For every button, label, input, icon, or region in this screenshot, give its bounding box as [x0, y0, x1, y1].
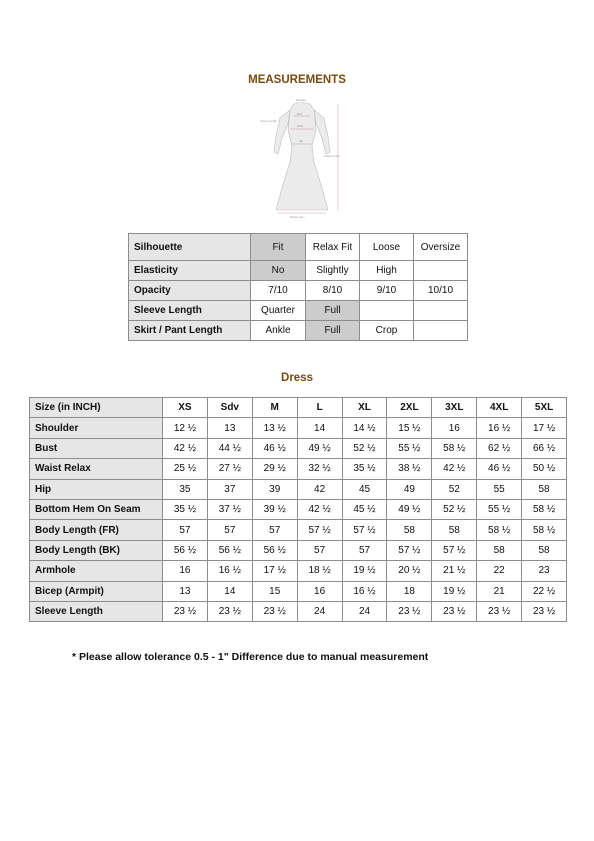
property-label: Elasticity [129, 261, 251, 281]
measurement-value: 16 ½ [342, 581, 387, 601]
measurement-value: 58 ½ [522, 499, 567, 519]
measurement-value: 58 [477, 540, 522, 560]
property-value: No [251, 261, 306, 281]
property-label: Sleeve Length [129, 301, 251, 321]
measurement-value: 46 ½ [477, 459, 522, 479]
property-value: Ankle [251, 321, 306, 341]
measurement-row [30, 438, 567, 458]
property-value: Crop [360, 321, 414, 341]
property-row [129, 321, 468, 341]
fabric-properties-table [128, 233, 468, 341]
measurement-value: 42 [297, 479, 342, 499]
measurement-value: 57 [207, 520, 252, 540]
measurement-label: Bicep (Armpit) [30, 581, 163, 601]
measurement-value: 55 ½ [387, 438, 432, 458]
measurement-row [30, 601, 567, 621]
measurement-value: 37 ½ [207, 499, 252, 519]
size-column-header: L [297, 398, 342, 418]
property-value: Slightly [306, 261, 360, 281]
size-column-header: XS [163, 398, 208, 418]
property-row [129, 234, 468, 261]
measurement-value: 21 ½ [432, 561, 477, 581]
property-value: Loose [360, 234, 414, 261]
dress-size-title: Dress [281, 372, 313, 384]
measurement-value: 18 [387, 581, 432, 601]
property-value: Full [306, 301, 360, 321]
measurement-value: 56 ½ [252, 540, 297, 560]
measurement-value: 66 ½ [522, 438, 567, 458]
measurement-value: 58 [522, 540, 567, 560]
measurement-value: 23 [522, 561, 567, 581]
svg-text:Waist: Waist [297, 125, 304, 128]
property-value: High [360, 261, 414, 281]
measurement-value: 56 ½ [163, 540, 208, 560]
measurement-value: 22 ½ [522, 581, 567, 601]
measurement-label: Body Length (BK) [30, 540, 163, 560]
measurement-value: 58 ½ [477, 520, 522, 540]
svg-text:Bust: Bust [297, 113, 303, 116]
measurement-value: 35 ½ [163, 499, 208, 519]
measurement-value: 57 ½ [297, 520, 342, 540]
property-value: Quarter [251, 301, 306, 321]
measurement-value: 21 [477, 581, 522, 601]
measurement-value: 23 ½ [163, 601, 208, 621]
property-value [414, 261, 468, 281]
measurement-value: 16 [432, 418, 477, 438]
size-column-header: M [252, 398, 297, 418]
svg-text:Hip: Hip [299, 140, 303, 143]
property-value: Full [306, 321, 360, 341]
measurement-value: 57 [163, 520, 208, 540]
measurement-label: Sleeve Length [30, 601, 163, 621]
size-column-header: 4XL [477, 398, 522, 418]
size-column-header: 5XL [522, 398, 567, 418]
measurement-value: 42 ½ [163, 438, 208, 458]
measurement-value: 23 ½ [522, 601, 567, 621]
property-value: 8/10 [306, 281, 360, 301]
measurement-label: Hip [30, 479, 163, 499]
measurement-value: 58 [387, 520, 432, 540]
measurement-value: 58 [432, 520, 477, 540]
svg-text:Shoulder: Shoulder [296, 99, 307, 102]
measurement-label: Armhole [30, 561, 163, 581]
measurement-value: 52 ½ [432, 499, 477, 519]
measurement-value: 19 ½ [432, 581, 477, 601]
property-row [129, 301, 468, 321]
measurement-value: 45 [342, 479, 387, 499]
measurement-value: 58 ½ [432, 438, 477, 458]
measurement-value: 50 ½ [522, 459, 567, 479]
measurement-label: Bottom Hem On Seam [30, 499, 163, 519]
measurement-value: 49 ½ [297, 438, 342, 458]
svg-text:Dress Length: Dress Length [324, 155, 340, 158]
measurement-row [30, 520, 567, 540]
property-row [129, 281, 468, 301]
measurement-value: 42 ½ [297, 499, 342, 519]
property-value [414, 301, 468, 321]
measurement-value: 29 ½ [252, 459, 297, 479]
property-value: Oversize [414, 234, 468, 261]
measurement-value: 57 ½ [342, 520, 387, 540]
measurement-value: 57 ½ [387, 540, 432, 560]
measurement-label: Waist Relax [30, 459, 163, 479]
measurement-value: 16 ½ [477, 418, 522, 438]
measurement-label: Bust [30, 438, 163, 458]
property-value: 10/10 [414, 281, 468, 301]
measurement-value: 42 ½ [432, 459, 477, 479]
measurement-label: Shoulder [30, 418, 163, 438]
measurement-value: 39 ½ [252, 499, 297, 519]
measurement-value: 46 ½ [252, 438, 297, 458]
size-column-header: 3XL [432, 398, 477, 418]
measurement-value: 16 [297, 581, 342, 601]
measurement-row [30, 561, 567, 581]
measurement-value: 15 [252, 581, 297, 601]
measurement-value: 44 ½ [207, 438, 252, 458]
measurement-value: 25 ½ [163, 459, 208, 479]
measurement-value: 23 ½ [252, 601, 297, 621]
property-value: Fit [251, 234, 306, 261]
measurement-value: 23 ½ [207, 601, 252, 621]
measurement-value: 52 ½ [342, 438, 387, 458]
property-label: Silhouette [129, 234, 251, 261]
measurement-row [30, 540, 567, 560]
measurement-value: 35 [163, 479, 208, 499]
measurement-label: Body Length (FR) [30, 520, 163, 540]
measurement-value: 13 [163, 581, 208, 601]
measurement-value: 18 ½ [297, 561, 342, 581]
property-label: Skirt / Pant Length [129, 321, 251, 341]
property-value [360, 301, 414, 321]
measurement-value: 14 [207, 581, 252, 601]
property-value: 7/10 [251, 281, 306, 301]
measurement-value: 19 ½ [342, 561, 387, 581]
measurement-value: 17 ½ [522, 418, 567, 438]
measurement-value: 35 ½ [342, 459, 387, 479]
measurement-row [30, 479, 567, 499]
measurement-value: 27 ½ [207, 459, 252, 479]
property-value: 9/10 [360, 281, 414, 301]
measurement-value: 12 ½ [163, 418, 208, 438]
measurement-value: 15 ½ [387, 418, 432, 438]
measurement-value: 39 [252, 479, 297, 499]
size-column-header: 2XL [387, 398, 432, 418]
measurement-value: 23 ½ [387, 601, 432, 621]
measurement-value: 55 ½ [477, 499, 522, 519]
measurement-value: 13 ½ [252, 418, 297, 438]
measurement-value: 13 [207, 418, 252, 438]
size-column-header: Sdv [207, 398, 252, 418]
measurement-value: 57 [342, 540, 387, 560]
size-header-label: Size (in INCH) [30, 398, 163, 418]
measurement-value: 62 ½ [477, 438, 522, 458]
measurement-value: 32 ½ [297, 459, 342, 479]
measurement-value: 55 [477, 479, 522, 499]
measurement-value: 52 [432, 479, 477, 499]
measurement-value: 37 [207, 479, 252, 499]
svg-text:Bottom Hem: Bottom Hem [290, 216, 305, 219]
measurement-value: 16 [163, 561, 208, 581]
size-column-header: XL [342, 398, 387, 418]
measurement-row [30, 418, 567, 438]
measurement-value: 23 ½ [477, 601, 522, 621]
measurement-value: 49 [387, 479, 432, 499]
property-value: Relax Fit [306, 234, 360, 261]
measurement-value: 57 ½ [432, 540, 477, 560]
measurement-row [30, 499, 567, 519]
measurement-value: 17 ½ [252, 561, 297, 581]
measurement-value: 16 ½ [207, 561, 252, 581]
measurement-value: 24 [297, 601, 342, 621]
measurement-row [30, 581, 567, 601]
measurement-value: 24 [342, 601, 387, 621]
measurement-value: 20 ½ [387, 561, 432, 581]
measurement-value: 14 [297, 418, 342, 438]
measurement-value: 14 ½ [342, 418, 387, 438]
measurement-value: 56 ½ [207, 540, 252, 560]
measurement-value: 49 ½ [387, 499, 432, 519]
tolerance-note: * Please allow tolerance 0.5 - 1" Difference due to manual measurement [72, 651, 429, 663]
measurement-row [30, 459, 567, 479]
property-row [129, 261, 468, 281]
svg-text:Sleeve Length: Sleeve Length [260, 120, 277, 123]
measurement-value: 58 [522, 479, 567, 499]
property-value [414, 321, 468, 341]
measurement-value: 22 [477, 561, 522, 581]
size-header-row [30, 398, 567, 418]
size-chart-table [29, 397, 567, 622]
dress-silhouette-illustration [254, 96, 350, 220]
measurements-title: MEASUREMENTS [248, 74, 346, 86]
property-label: Opacity [129, 281, 251, 301]
measurement-value: 57 [297, 540, 342, 560]
measurement-value: 57 [252, 520, 297, 540]
measurement-value: 23 ½ [432, 601, 477, 621]
measurement-value: 58 ½ [522, 520, 567, 540]
measurement-value: 38 ½ [387, 459, 432, 479]
measurement-value: 45 ½ [342, 499, 387, 519]
